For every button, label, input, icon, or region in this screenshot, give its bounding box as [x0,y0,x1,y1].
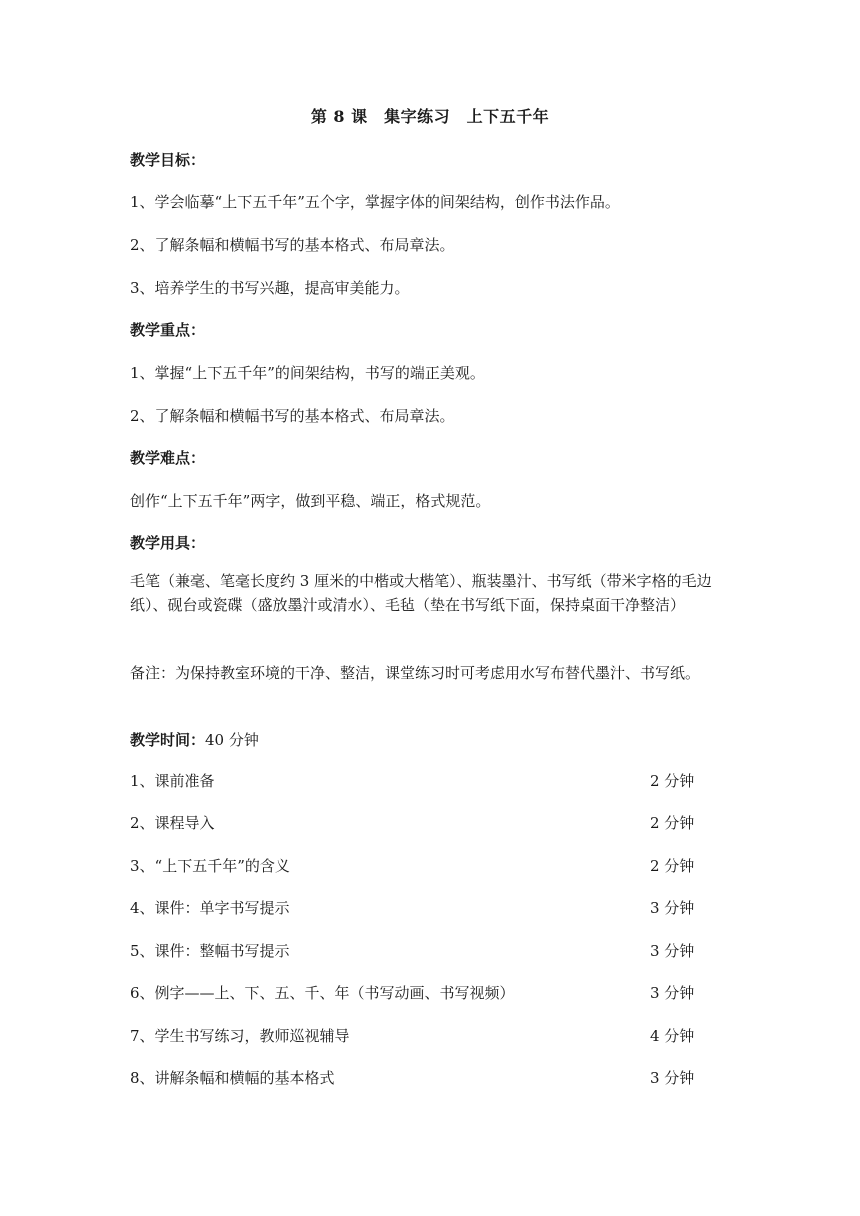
schedule-duration: 3 分钟 [650,942,695,960]
difficulty-item-1: 创作“上下五千年”两字，做到平稳、端正，格式规范。 [130,492,491,510]
difficulties-heading: 教学难点： [130,449,206,467]
schedule-label: 5、课件：整幅书写提示 [130,942,290,960]
schedule-label: 4、课件：单字书写提示 [130,899,290,917]
goals-heading: 教学目标： [130,151,206,169]
key-points-heading: 教学重点： [130,321,206,339]
tools-note: 备注：为保持教室环境的干净、整洁，课堂练习时可考虑用水写布替代墨汁、书写纸。 [130,664,701,682]
schedule-label: 7、学生书写练习，教师巡视辅导 [130,1027,350,1045]
schedule-label: 8、讲解条幅和横幅的基本格式 [130,1069,335,1087]
lesson-title: 第 8 课 集字练习 上下五千年 [310,107,550,126]
tools-text: 毛笔（兼毫、笔毫长度约 3 厘米的中楷或大楷笔）、瓶装墨汁、书写纸（带米字格的毛边纸）、砚台或瓷碟（盛放墨汁或清水）、毛毡（垫在书写纸下面，保持桌面干净整洁） [130,572,712,614]
schedule-label: 3、“上下五千年”的含义 [130,857,290,875]
tools-heading: 教学用具： [130,534,206,552]
goal-item-1: 1、学会临摹“上下五千年”五个字，掌握字体的间架结构，创作书法作品。 [130,193,620,211]
schedule-duration: 2 分钟 [650,857,695,875]
time-total: 40 分钟 [205,731,259,749]
goal-item-2: 2、了解条幅和横幅书写的基本格式、布局章法。 [130,236,455,254]
goal-item-3: 3、培养学生的书写兴趣，提高审美能力。 [130,279,410,297]
schedule-duration: 2 分钟 [650,814,695,832]
time-heading [130,729,259,750]
schedule-duration: 3 分钟 [650,984,695,1002]
schedule-label: 6、例字——上、下、五、千、年（书写动画、书写视频） [130,984,515,1002]
schedule-duration: 3 分钟 [650,1069,695,1087]
schedule-duration: 2 分钟 [650,772,695,790]
schedule-label: 1、课前准备 [130,772,215,790]
key-point-item-1: 1、掌握“上下五千年”的间架结构，书写的端正美观。 [130,364,485,382]
schedule-label: 2、课程导入 [130,814,215,832]
schedule-duration: 3 分钟 [650,899,695,917]
document-page [130,0,730,1216]
schedule-duration: 4 分钟 [650,1027,695,1045]
time-heading-label: 教学时间： [130,731,206,749]
key-point-item-2: 2、了解条幅和横幅书写的基本格式、布局章法。 [130,407,455,425]
